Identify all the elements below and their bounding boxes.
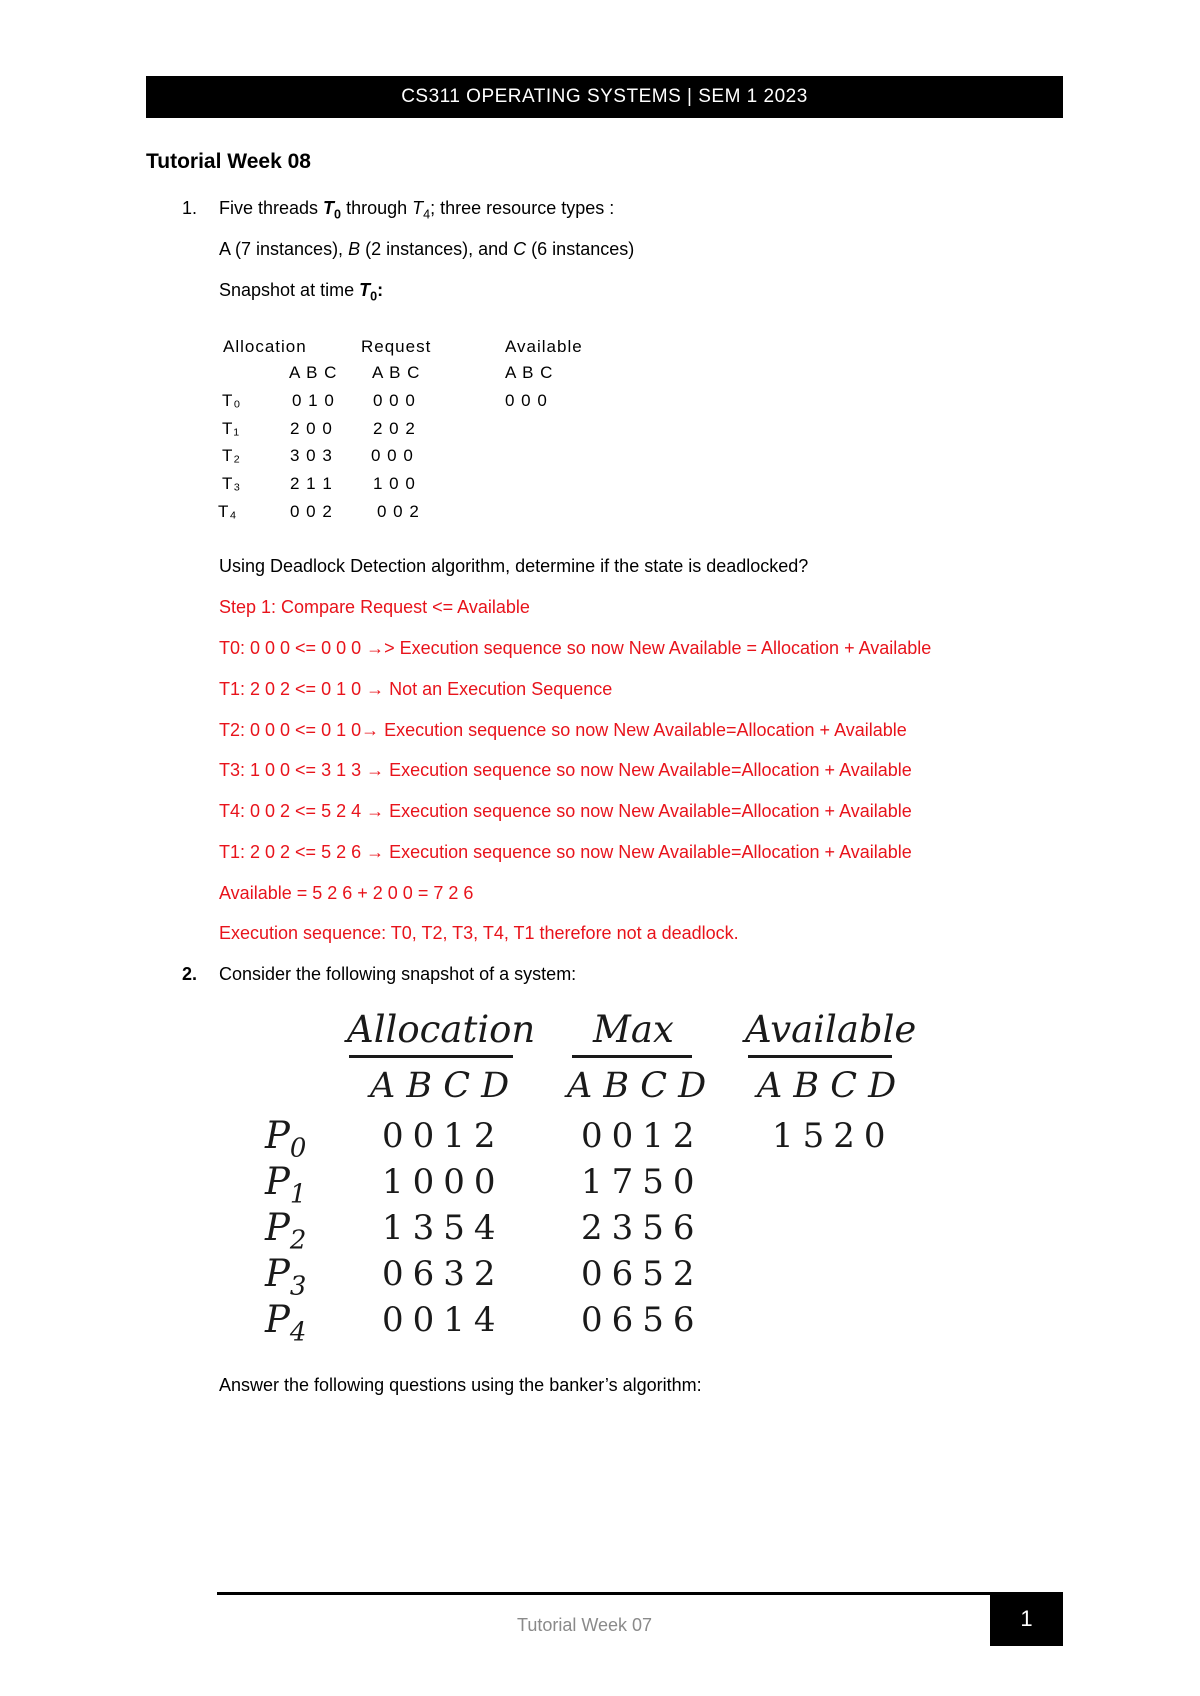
- answer-line: T1: 2 0 2 <= 5 2 6 → Execution sequence so now New Available=Allocation + Available: [219, 842, 912, 862]
- q1-row-req: 2 0 2: [373, 419, 416, 438]
- q2-row-name: [265, 1298, 306, 1347]
- q2-row-avail: 1520: [772, 1116, 895, 1156]
- footer-text: Tutorial Week 07: [517, 1615, 653, 1635]
- q1-sub-available: A B C: [505, 363, 554, 382]
- q1-t4-sub: 4: [423, 207, 431, 222]
- q1-line3: [219, 280, 383, 304]
- q2-sub-max: A B C D: [567, 1066, 707, 1106]
- q2-row-alloc: 0632: [382, 1254, 505, 1294]
- q1-number: 1.: [182, 198, 198, 218]
- q1-row-alloc: 0 1 0: [292, 391, 335, 410]
- q1-line3-a: Snapshot at time: [219, 280, 360, 300]
- q1-line3-t: T: [359, 280, 371, 300]
- q1-row-name: T₃: [222, 474, 242, 493]
- q1-line2-b: B: [348, 239, 361, 259]
- q1-line2-c: (2 instances), and: [360, 239, 514, 259]
- q1-row-name: T₄: [218, 502, 238, 521]
- q1-line1: [219, 198, 614, 222]
- page-number: 1: [1020, 1606, 1033, 1631]
- footer-rule: [217, 1592, 992, 1595]
- q2-row-alloc: 1000: [382, 1162, 505, 1202]
- q2-row-name-sub: 2: [289, 1225, 307, 1256]
- q2-row-max: 0012: [581, 1116, 704, 1156]
- q1-line3-b: :: [377, 280, 384, 300]
- q2-row-name-sub: 4: [289, 1317, 307, 1348]
- q1-line1-end: ; three resource types :: [430, 198, 615, 218]
- q1-hdr-request: Request: [361, 337, 432, 356]
- q2-hdr-available-underline: [748, 1055, 892, 1058]
- q1-row-name: T₁: [222, 419, 241, 438]
- q2-row-name-sub: 3: [289, 1271, 307, 1302]
- q2-sub-available: A B C D: [757, 1066, 897, 1106]
- q2-row-name-text: $P_0$: [265, 1114, 307, 1164]
- q2-row-max: 2356: [581, 1208, 704, 1248]
- answer-line: Step 1: Compare Request <= Available: [219, 597, 530, 617]
- q2-row-name: [265, 1160, 306, 1209]
- answer-line: Execution sequence: T0, T2, T3, T4, T1 therefore not a deadlock.: [219, 923, 739, 943]
- q1-line3-sub: 0: [370, 289, 378, 304]
- q1-t0: T: [323, 198, 335, 218]
- q1-row-name: T₀: [222, 391, 242, 410]
- q2-row-name-text: $P_1$: [265, 1160, 307, 1210]
- q1-line1-mid: through: [341, 198, 413, 218]
- q2-row-max: 1750: [581, 1162, 704, 1202]
- q1-line1-text: Five threads: [219, 198, 324, 218]
- q1-row-alloc: 3 0 3: [290, 446, 333, 465]
- header-text: CS311 OPERATING SYSTEMS | SEM 1 2023: [401, 86, 808, 107]
- q2-row-alloc: 0012: [382, 1116, 505, 1156]
- q1-row-avail: 0 0 0: [505, 391, 548, 410]
- q1-t0-sub: 0: [334, 207, 342, 222]
- q2-hdr-max: Max: [593, 1008, 674, 1051]
- q2-row-alloc: 0014: [382, 1300, 505, 1340]
- answer-line: T0: 0 0 0 <= 0 0 0 →> Execution sequence so now New Available = Allocation + Available: [219, 638, 932, 658]
- q1-row-req: 0 0 0: [373, 391, 416, 410]
- page-title: Tutorial Week 08: [146, 150, 311, 173]
- q1-row-req: 0 0 2: [377, 502, 420, 521]
- q1-sub-request: A B C: [372, 363, 421, 382]
- q1-row-req: 1 0 0: [373, 474, 416, 493]
- q2-row-name-sub: 1: [289, 1179, 307, 1210]
- q1-t4: T: [412, 198, 424, 218]
- page-header: [146, 76, 1063, 118]
- q2-row-max: 0656: [581, 1300, 704, 1340]
- q2-row-name: [265, 1206, 306, 1255]
- q1-row-req: 0 0 0: [371, 446, 414, 465]
- q2-row-name-text: $P_3$: [265, 1252, 307, 1302]
- q1-row-alloc: 2 0 0: [290, 419, 333, 438]
- answer-line: T3: 1 0 0 <= 3 1 3 → Execution sequence so now New Available=Allocation + Available: [219, 760, 912, 780]
- q2-row-alloc: 1354: [382, 1208, 505, 1248]
- q2-row-name-text: $P_2$: [265, 1206, 307, 1256]
- q1-hdr-allocation: Allocation: [223, 337, 307, 356]
- q1-row-name: T₂: [222, 446, 241, 465]
- q2-hdr-max-underline: [572, 1055, 692, 1058]
- answer-line: T1: 2 0 2 <= 0 1 0 → Not an Execution Sequence: [219, 679, 613, 699]
- q1-hdr-available: Available: [505, 337, 583, 356]
- q2-hdr-available: Available: [745, 1008, 917, 1051]
- q2-row-max: 0652: [581, 1254, 704, 1294]
- q1-row-alloc: 2 1 1: [290, 474, 333, 493]
- answer-line: T4: 0 0 2 <= 5 2 4 → Execution sequence so now New Available=Allocation + Available: [219, 801, 912, 821]
- q2-row-name: [265, 1114, 306, 1163]
- q2-hdr-allocation-underline: [349, 1055, 513, 1058]
- q2-number: 2.: [182, 964, 198, 984]
- answer-line: Available = 5 2 6 + 2 0 0 = 7 2 6: [219, 883, 474, 903]
- q1-question: Using Deadlock Detection algorithm, determine if the state is deadlocked?: [219, 556, 809, 576]
- q1-line2-a: A (7 instances),: [219, 239, 349, 259]
- q2-followup: Answer the following questions using the banker’s algorithm:: [219, 1375, 702, 1395]
- q1-line2-e: (6 instances): [526, 239, 635, 259]
- answer-line: T2: 0 0 0 <= 0 1 0→ Execution sequence so now New Available=Allocation + Available: [219, 720, 907, 740]
- page-number-box: [990, 1592, 1063, 1646]
- q2-text: Consider the following snapshot of a system:: [219, 964, 577, 984]
- q1-sub-allocation: A B C: [289, 363, 338, 382]
- q1-row-alloc: 0 0 2: [290, 502, 333, 521]
- q2-row-name: [265, 1252, 306, 1301]
- q2-sub-allocation: A B C D: [370, 1066, 510, 1106]
- q2-row-name-text: $P_4$: [265, 1298, 307, 1348]
- q2-row-name-sub: 0: [289, 1133, 307, 1164]
- q1-line2: [219, 239, 634, 260]
- q2-hdr-allocation: Allocation: [347, 1008, 536, 1051]
- q1-line2-d: C: [513, 239, 527, 259]
